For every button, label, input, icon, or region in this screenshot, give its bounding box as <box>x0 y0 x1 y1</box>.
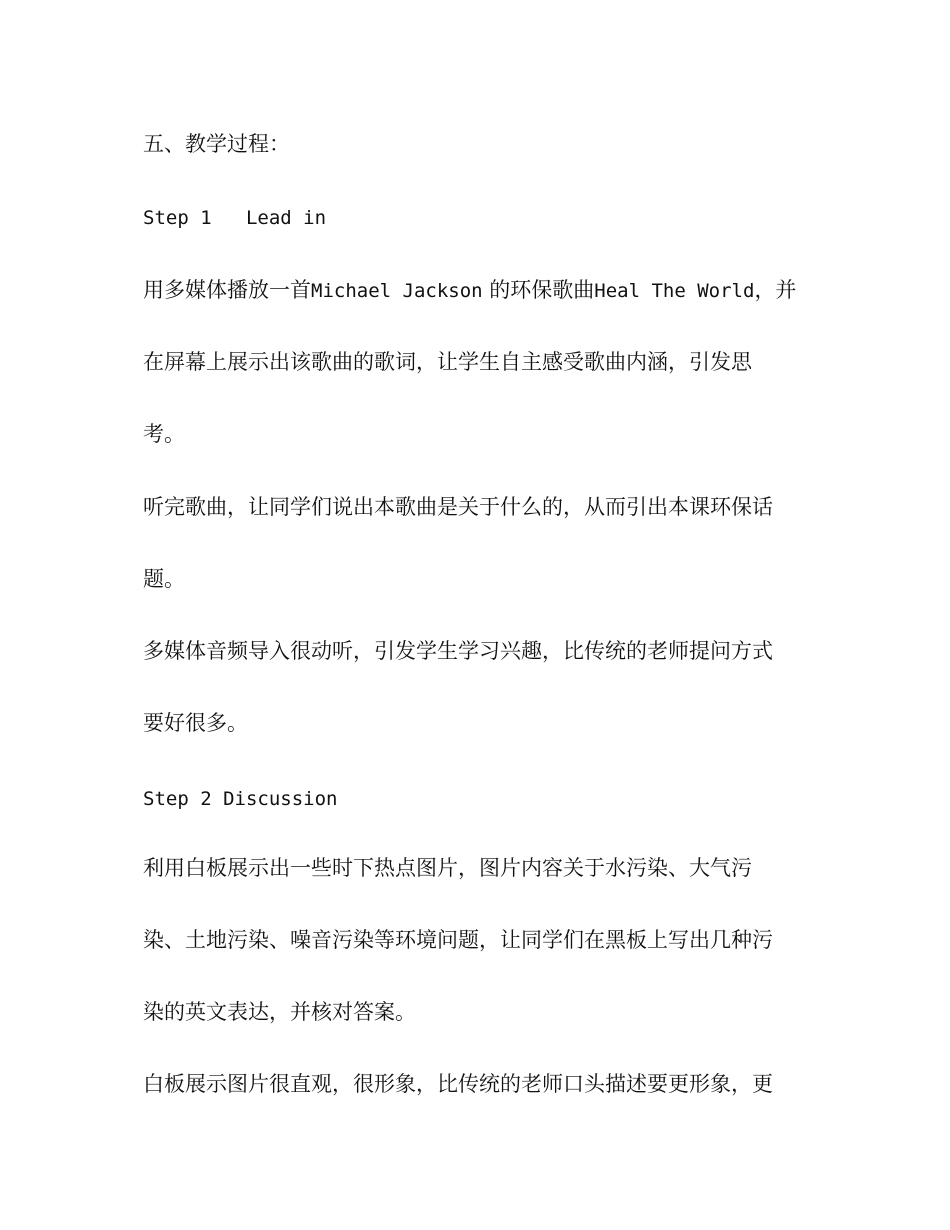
step2-paragraph1-line2: 染、土地污染、噪音污染等环境问题，让同学们在黑板上写出几种污 <box>143 928 773 952</box>
step2-paragraph2-line1: 白板展示图片很直观，很形象，比传统的老师口头描述要更形象，更 <box>143 1072 773 1096</box>
step1-paragraph1-line2: 在屏幕上展示出该歌曲的歌词，让学生自主感受歌曲内涵，引发思 <box>143 350 752 374</box>
step2-paragraph1-line3: 染的英文表达，并核对答案。 <box>143 1000 416 1024</box>
step1-paragraph1-line1 <box>143 276 796 305</box>
step1-paragraph2-line2: 题。 <box>143 567 185 591</box>
song-title: Heal The World <box>594 280 755 302</box>
step2-paragraph1-line1: 利用白板展示出一些时下热点图片，图片内容关于水污染、大气污 <box>143 856 752 880</box>
text-segment: 用多媒体播放一首 <box>143 278 311 302</box>
step2-title: Step 2 Discussion <box>143 788 338 810</box>
step1-paragraph2-line1: 听完歌曲，让同学们说出本歌曲是关于什么的，从而引出本课环保话 <box>143 495 773 519</box>
step1-paragraph1-line3: 考。 <box>143 422 185 446</box>
text-segment: 的环保歌曲 <box>482 278 595 302</box>
text-segment: ，并 <box>754 278 797 302</box>
step1-paragraph3-line1: 多媒体音频导入很动听，引发学生学习兴趣，比传统的老师提问方式 <box>143 639 773 663</box>
step1-title: Step 1 Lead in <box>143 207 327 229</box>
artist-name: Michael Jackson <box>311 280 483 302</box>
section-heading: 五、教学过程： <box>143 132 290 156</box>
step1-paragraph3-line2: 要好很多。 <box>143 711 248 735</box>
